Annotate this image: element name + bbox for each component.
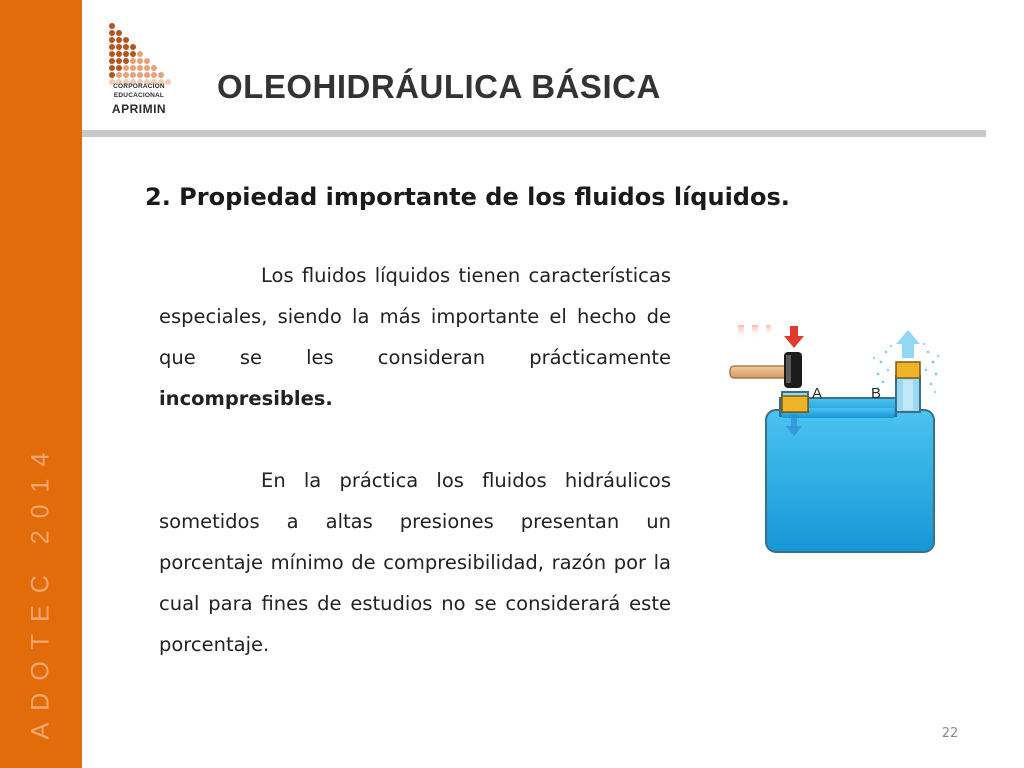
section-heading: 2. Propiedad importante de los fluidos líquidos. — [145, 183, 790, 211]
body-text — [159, 255, 671, 665]
sidebar — [0, 0, 82, 768]
paragraph-2: En la práctica los fluidos hidráulicos sometidos a altas presiones presentan un porcentaje mínimo de compresibilidad, razón por la cual para fines de estudios no se considerará este porcentaje. — [159, 469, 671, 656]
paragraph-1-text: Los fluidos líquidos tienen características especiales, siendo la más importante el hecho de que se les consideran prácticamente — [159, 264, 671, 369]
piston-b — [896, 362, 920, 378]
sidebar-vertical-text: ADOTEC 2014 — [26, 440, 55, 740]
paragraph-1 — [159, 255, 671, 419]
incompressibility-illustration — [728, 322, 940, 557]
label-b: B — [871, 385, 882, 402]
header-divider — [82, 130, 986, 137]
label-a: A — [812, 385, 823, 402]
logo-brand-name: APRIMIN — [111, 102, 167, 116]
piston-a — [782, 396, 808, 412]
hammer-icon — [730, 352, 802, 388]
logo-text-line-2: EDUCACIONAL — [113, 92, 165, 99]
paragraph-1-emphasis: incompresibles. — [159, 387, 333, 410]
arrow-down-icon — [784, 326, 804, 348]
logo-text-line-1: CORPORACION — [113, 83, 165, 90]
page-title: OLEOHIDRÁULICA BÁSICA — [217, 68, 661, 105]
page-number: 22 — [941, 726, 959, 741]
